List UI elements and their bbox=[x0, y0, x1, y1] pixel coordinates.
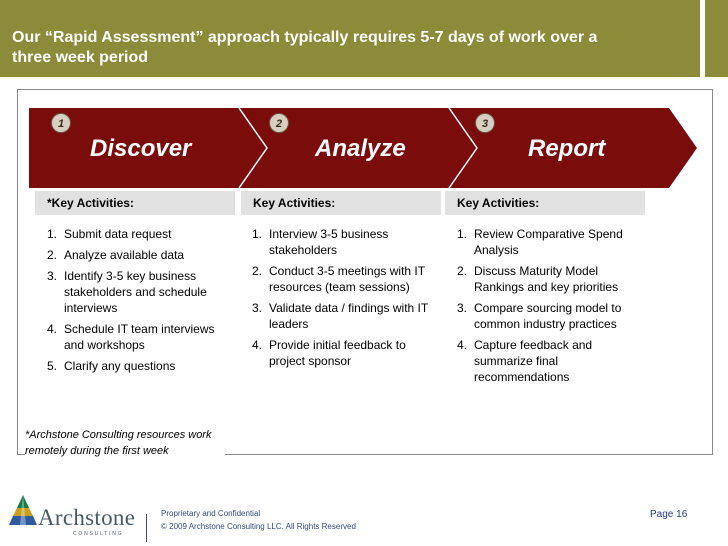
list-item: 1. Submit data request bbox=[47, 227, 172, 241]
footer-copyright: © 2009 Archstone Consulting LLC. All Rights Reserved bbox=[161, 522, 356, 531]
list-item: 4. Capture feedback and summarize final recommendations bbox=[457, 338, 593, 384]
company-logo-text: Archstone bbox=[38, 505, 136, 530]
column-header-discover: *Key Activities: bbox=[35, 191, 235, 215]
list-item: 5. Clarify any questions bbox=[47, 359, 176, 373]
list-item: 1. Review Comparative Spend Analysis bbox=[457, 227, 623, 257]
company-logo-subtext: CONSULTING bbox=[73, 531, 124, 537]
footer-confidential: Proprietary and Confidential bbox=[161, 509, 261, 518]
column-header-analyze: Key Activities: bbox=[241, 191, 441, 215]
activity-list-discover bbox=[47, 226, 227, 379]
list-item: 2. Discuss Maturity Model Rankings and key priorities bbox=[457, 264, 619, 294]
list-item: 3. Compare sourcing model to common industry practices bbox=[457, 301, 622, 331]
list-item: 3. Identify 3-5 key business stakeholders and schedule interviews bbox=[47, 269, 207, 315]
column-header-report: Key Activities: bbox=[445, 191, 645, 215]
footer-divider bbox=[146, 514, 147, 542]
title-bar-accent bbox=[705, 0, 728, 77]
list-item: 4. Schedule IT team interviews and workshops bbox=[47, 322, 215, 352]
stage-label-report: Report bbox=[528, 135, 606, 162]
slide-title: Our “Rapid Assessment” approach typically requires 5-7 days of work over a three week period bbox=[12, 29, 598, 66]
stage-label-discover: Discover bbox=[90, 135, 192, 162]
page-number: Page 16 bbox=[650, 509, 688, 520]
list-item: 3. Validate data / findings with IT leaders bbox=[252, 301, 428, 331]
stage-label-analyze: Analyze bbox=[315, 135, 406, 162]
activity-list-report bbox=[457, 226, 642, 390]
list-item: 1. Interview 3-5 business stakeholders bbox=[252, 227, 389, 257]
archstone-logo-icon bbox=[8, 494, 38, 526]
list-item: 2. Conduct 3-5 meetings with IT resources (team sessions) bbox=[252, 264, 425, 294]
activity-list-analyze bbox=[252, 226, 437, 374]
footnote: *Archstone Consulting resources work remotely during the first week bbox=[25, 427, 225, 459]
step-number-1: 1 bbox=[51, 113, 71, 133]
step-number-2: 2 bbox=[269, 113, 289, 133]
list-item: 2. Analyze available data bbox=[47, 248, 185, 262]
list-item: 4. Provide initial feedback to project sponsor bbox=[252, 338, 406, 368]
step-number-3: 3 bbox=[475, 113, 495, 133]
